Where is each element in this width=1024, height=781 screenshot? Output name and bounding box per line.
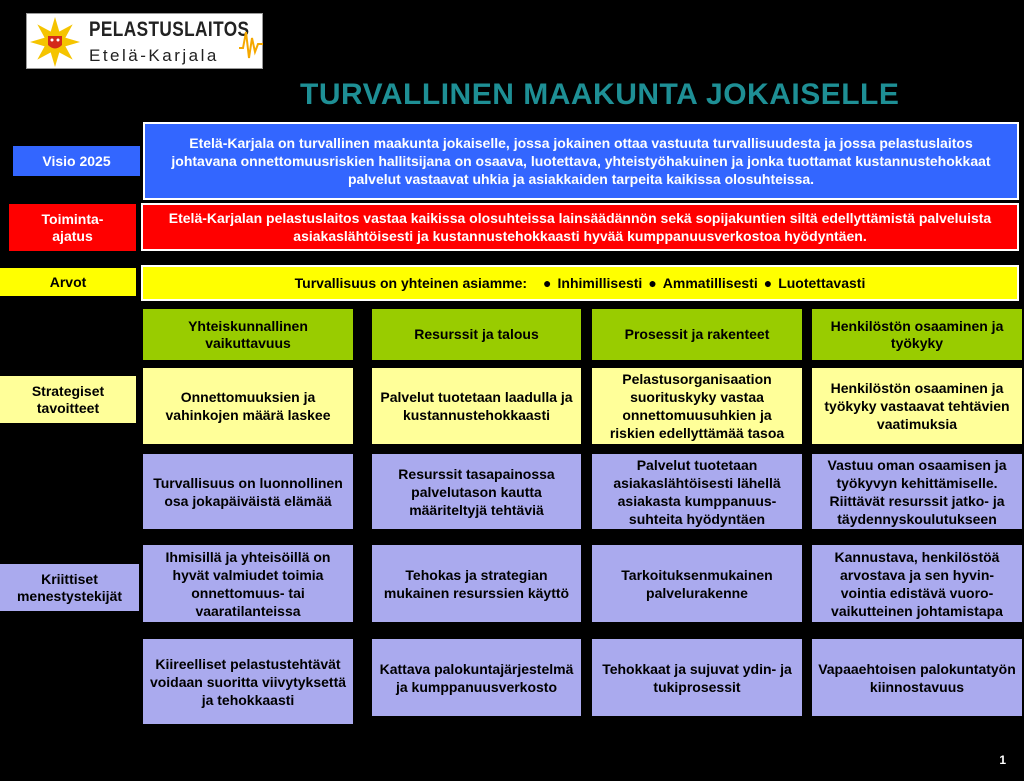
page-title: TURVALLINEN MAAKUNTA JOKAISELLE xyxy=(300,78,900,111)
heartbeat-icon xyxy=(239,24,263,64)
arvot-intro: Turvallisuus on yhteinen asiamme: xyxy=(294,275,528,291)
arvot-value-3: Luotettavasti xyxy=(778,275,866,291)
goal-3: Pelastusorganisaation suorituskyky vastaa onnettomuusuhkien ja riskien edellyttämää tasoa xyxy=(592,368,802,444)
factor-1-3: Palvelut tuotetaan asiakaslähtöisesti lähellä asiakasta kumppanuus-suhteita hyödyntäen xyxy=(592,454,802,529)
toiminta-label-line2: ajatus xyxy=(52,227,93,244)
factor-3-2: Kattava palokuntajärjestelmä ja kumppanuusverkosto xyxy=(372,639,581,716)
toiminta-label xyxy=(9,204,136,251)
factor-2-4: Kannustava, henkilöstöä arvostava ja sen hyvin-vointia edistävä vuoro-vaikutteinen johtamistapa xyxy=(812,545,1022,622)
visio-label: Visio 2025 xyxy=(13,146,140,176)
factor-3-1: Kiireelliset pelastustehtävät voidaan suoritta viivytyksettä ja tehokkaasti xyxy=(143,639,353,724)
factor-3-4: Vapaaehtoisen palokuntatyön kiinnostavuus xyxy=(812,639,1022,716)
factor-1-4: Vastuu oman osaamisen ja työkyvyn kehittämiselle. Riittävät resurssit jatko- ja täydennyskoulutukseen xyxy=(812,454,1022,529)
toiminta-label-line1: Toiminta- xyxy=(41,210,104,227)
toiminta-text: Etelä-Karjalan pelastuslaitos vastaa kaikissa olosuhteissa lainsäädännön sekä sopijakuntien siltä edellyttämistä palveluista asiakaslähtöisesti ja kustannustehokkaasti hyvää kumppanuusverkostoa hyödyntäen. xyxy=(141,203,1019,251)
perspective-1: Yhteiskunnallinen vaikuttavuus xyxy=(143,309,353,360)
strategiset-label-line1: Strategiset xyxy=(31,382,105,399)
arvot-bullet-2: ● xyxy=(648,275,657,291)
page-number: 1 xyxy=(999,753,1006,767)
arvot-bullet-1: ● xyxy=(543,275,552,291)
logo-title: PELASTUSLAITOS xyxy=(89,18,250,41)
kriittiset-label xyxy=(0,564,139,611)
arvot-value-1: Inhimillisesti xyxy=(557,275,643,291)
factor-3-3: Tehokkaat ja sujuvat ydin- ja tukiprosessit xyxy=(592,639,802,716)
factor-2-3: Tarkoituksenmukainen palvelurakenne xyxy=(592,545,802,622)
perspective-4: Henkilöstön osaaminen ja työkyky xyxy=(812,309,1022,360)
kriittiset-label-line1: Kriittiset xyxy=(41,570,98,587)
sun-emblem-icon xyxy=(27,14,87,70)
arvot-value-2: Ammatillisesti xyxy=(662,275,758,291)
perspective-3: Prosessit ja rakenteet xyxy=(592,309,802,360)
visio-text: Etelä-Karjala on turvallinen maakunta jokaiselle, jossa jokainen ottaa vastuuta turvallisuudesta ja jossa pelastuslaitos johtavana onnettomuusriskien hallitsijana on osaava, luotettava, yhteistyöhakuinen ja jonka tuottamat kustannustehokkaat palvelut vastaavat uhkia ja asiakkaiden tarpeita kaikissa olosuhteissa. xyxy=(143,122,1019,200)
kriittiset-label-line2: menestystekijät xyxy=(16,587,123,604)
arvot-bar xyxy=(141,265,1019,301)
strategiset-label xyxy=(0,376,136,423)
factor-1-1: Turvallisuus on luonnollinen osa jokapäiväistä elämää xyxy=(143,454,353,529)
factor-2-1: Ihmisillä ja yhteisöillä on hyvät valmiudet toimia onnettomuus- tai vaaratilanteissa xyxy=(143,545,353,622)
pelastuslaitos-logo xyxy=(26,13,263,69)
factor-2-2: Tehokas ja strategian mukainen resurssien käyttö xyxy=(372,545,581,622)
arvot-bullet-3: ● xyxy=(763,275,773,291)
logo-subtitle: Etelä-Karjala xyxy=(89,46,219,65)
goal-1: Onnettomuuksien ja vahinkojen määrä laskee xyxy=(143,368,353,444)
goal-2: Palvelut tuotetaan laadulla ja kustannustehokkaasti xyxy=(372,368,581,444)
arvot-label: Arvot xyxy=(0,268,136,296)
goal-4: Henkilöstön osaaminen ja työkyky vastaavat tehtävien vaatimuksia xyxy=(812,368,1022,444)
strategiset-label-line2: tavoitteet xyxy=(36,399,100,416)
factor-1-2: Resurssit tasapainossa palvelutason kautta määriteltyjä tehtäviä xyxy=(372,454,581,529)
perspective-2: Resurssit ja talous xyxy=(372,309,581,360)
